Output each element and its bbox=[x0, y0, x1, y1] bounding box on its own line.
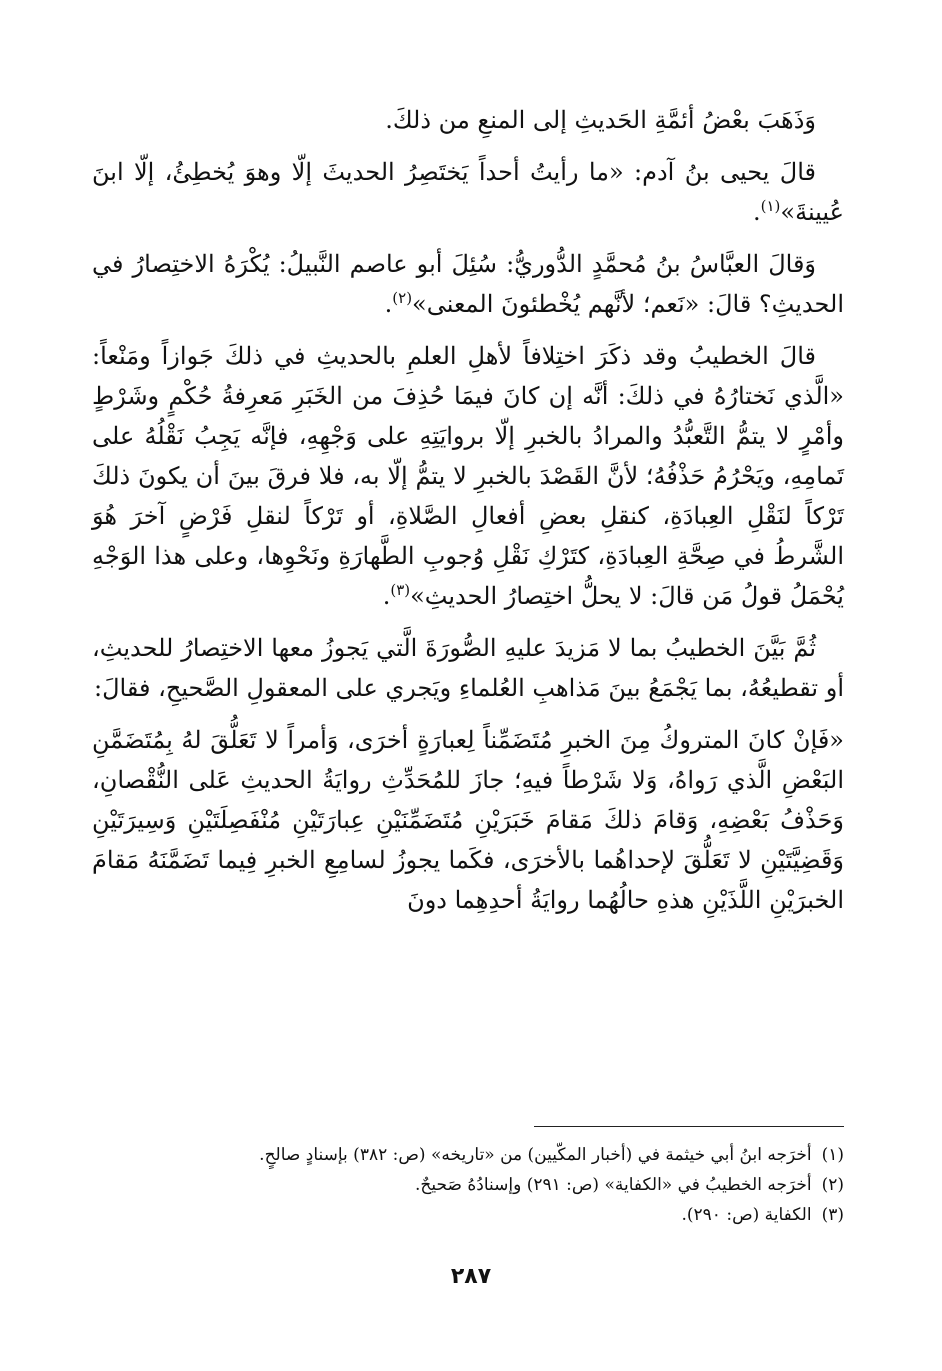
page-number: ٢٨٧ bbox=[450, 1264, 492, 1289]
footnote-ref-3: (٣) bbox=[390, 581, 411, 599]
paragraph-5 bbox=[92, 628, 844, 708]
footnote-3 bbox=[92, 1200, 844, 1230]
paragraph-3-text: وَقالَ العبَّاسُ بنُ مُحمَّدٍ الدُّوريُّ: سُئِلَ أبو عاصم النَّبيلُ: يُكْرَهُ الاختِصارُ في الحديثِ؟ قالَ: «نَعم؛ لأنَّهم يُخْطئونَ المعنى» bbox=[92, 250, 844, 318]
main-text bbox=[92, 100, 844, 932]
footnote-ref-2: (٢) bbox=[392, 289, 413, 307]
footnote-1 bbox=[92, 1140, 844, 1170]
footnote-ref-1: (١) bbox=[760, 197, 781, 215]
footnote-1-number: (١) bbox=[821, 1145, 844, 1165]
paragraph-1 bbox=[92, 100, 844, 140]
paragraph-2-text: قالَ يحيى بنُ آدم: «ما رأيتُ أحداً يَختَصِرُ الحديثَ إلّا وهوَ يُخطِئُ، إلّا ابنَ عُيينةَ» bbox=[92, 158, 844, 226]
paragraph-5-text: ثُمَّ بَيَّنَ الخطيبُ بما لا مَزيدَ عليهِ الصُّورَةَ الَّتي يَجوزُ معها الاختِصارُ للحديثِ، أو تقطيعُهُ، بما يَجْمَعُ بينَ مَذاهبِ العُلماءِ ويَجري على المعقولِ الصَّحيحِ، فقالَ: bbox=[92, 634, 844, 702]
footnote-2-text: أخرَجه الخطيبُ في «الكفاية» (ص: ٢٩١) وإسنادُهُ صَحيحٌ. bbox=[415, 1175, 812, 1195]
footnote-2-number: (٢) bbox=[821, 1175, 844, 1195]
paragraph-6-text: «فَإنْ كانَ المتروكُ مِنَ الخبرِ مُتَضَمِّناً لِعبارَةٍ أخرَى، وَأمراً لا تَعَلُّقَ لهُ بِمُتَضَمَّنِ البَعْضِ الَّذي رَواهُ، وَلا شَرْطاً فيهِ؛ جازَ للمُحَدِّثِ روايَةُ الحديثِ عَلى النُّقْصانِ، وَحَذْفُ بَعْضِهِ، وَقامَ ذلكَ مَقامَ خَبَرَيْنِ مُتَضَمِّنَيْنِ عِبارَتَيْنِ مُنْفَصِلَتَيْنِ وَسِيرَتَيْنِ وَقَضِيَّتَيْنِ لا تَعَلُّقَ لإحداهُما بالأخرَى، فكَما يجوزُ لسامِعِ الخبرِ فِيما تَضَمَّنَهُ مَقامَ الخبرَيْنِ اللَّذَيْنِ هذهِ حالُهُما روايَةُ أحدِهِما دونَ bbox=[92, 726, 844, 914]
paragraph-4: قالَ الخطيبُ وقد ذكَرَ اختِلافاً لأهلِ العلمِ بالحديثِ في ذلكَ جَوازاً ومَنْعاً: «الَّذي نَختارُهُ في ذلكَ: أنَّه إن كانَ فيمَا حُذِفَ من الخَبَرِ مَعرِفةُ حُكْمٍ وشَرْطٍ وأمْرٍ لا يتمُّ التَّعبُّدُ والمرادُ بالخبرِ إلّا بروايَتِهِ على وَجْهِهِ، فإنَّه يَجِبُ نَقْلُهُ على تَمامِهِ، ويَحْرُمُ حَذْفُهُ؛ لأنَّ القَصْدَ بالخبرِ لا يتمُّ إلّا به، فلا فرقَ بينَ أن يكونَ ذلكَ تَرْكاً لنَقْلِ العِبادَةِ، كنقلِ بعضِ أفعالِ الصَّلاةِ، أو تَرْكاً لنقلِ فَرْضٍ آخرَ هُوَ الشَّرطُ في صِحَّةِ العِبادَةِ، كتَرْكِ نَقْلِ وُجوبِ الطَّهارَةِ ونَحْوِها، وعلى هذا الوَجْهِ يُحْمَلُ قولُ مَن قالَ: لا يحلُّ اختِصارُ الحديثِ»$^{(٣)}$. bbox=[92, 342, 845, 610]
footnote-3-number: (٣) bbox=[821, 1205, 844, 1225]
footnote-1-text: أخرَجه ابنُ أبي خيثمة في (أخبار المكّيين) من «تاريخه» (ص: ٣٨٢) بإسنادٍ صالحٍ. bbox=[259, 1145, 812, 1165]
footnote-3-text: الكفاية (ص: ٢٩٠). bbox=[681, 1205, 812, 1225]
paragraph-6 bbox=[92, 720, 844, 920]
footnote-separator bbox=[534, 1126, 844, 1127]
paragraph-2: قالَ يحيى بنُ آدم: «ما رأيتُ أحداً يَختَصِرُ الحديثَ إلّا وهوَ يُخطِئُ، إلّا ابنَ عُيينةَ»$^{(١)}$. bbox=[92, 158, 844, 226]
paragraph-4-text: قالَ الخطيبُ وقد ذكَرَ اختِلافاً لأهلِ العلمِ بالحديثِ في ذلكَ جَوازاً ومَنْعاً: «الَّذي نَختارُهُ في ذلكَ: أنَّه إن كانَ فيمَا حُذِفَ من الخَبَرِ مَعرِفةُ حُكْمٍ وشَرْطٍ وأمْرٍ لا يتمُّ التَّعبُّدُ والمرادُ بالخبرِ إلّا بروايَتِهِ على وَجْهِهِ، فإنَّه يَجِبُ نَقْلُهُ على تَمامِهِ، ويَحْرُمُ حَذْفُهُ؛ لأنَّ القَصْدَ بالخبرِ لا يتمُّ إلّا به، فلا فرقَ بينَ أن يكونَ ذلكَ تَرْكاً لنَقْلِ العِبادَةِ، كنقلِ بعضِ أفعالِ الصَّلاةِ، أو تَرْكاً لنقلِ فَرْضٍ آخرَ هُوَ الشَّرطُ في صِحَّةِ العِبادَةِ، كتَرْكِ نَقْلِ وُجوبِ الطَّهارَةِ ونَحْوِها، وعلى هذا الوَجْهِ يُحْمَلُ قولُ مَن قالَ: لا يحلُّ اختِصارُ الحديثِ» bbox=[92, 342, 845, 610]
footnote-2 bbox=[92, 1170, 844, 1200]
paragraph-3: وَقالَ العبَّاسُ بنُ مُحمَّدٍ الدُّوريُّ: سُئِلَ أبو عاصم النَّبيلُ: يُكْرَهُ الاختِصارُ في الحديثِ؟ قالَ: «نَعم؛ لأنَّهم يُخْطئونَ المعنى»$^{(٢)}$. bbox=[92, 250, 844, 318]
paragraph-1-text: وَذَهَبَ بعْضُ أئمَّةِ الحَديثِ إلى المنعِ من ذلكَ. bbox=[385, 106, 816, 134]
footnotes bbox=[92, 1140, 844, 1230]
